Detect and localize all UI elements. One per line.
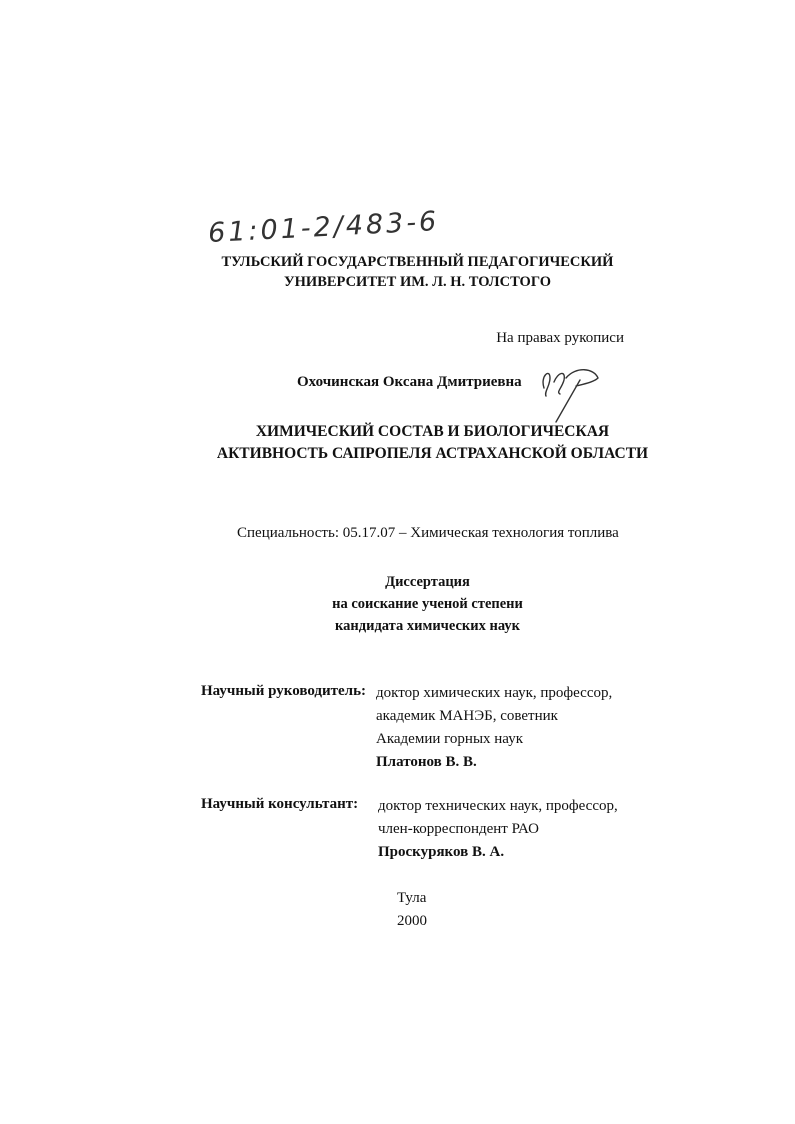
university-line-1: ТУЛЬСКИЙ ГОСУДАРСТВЕННЫЙ ПЕДАГОГИЧЕСКИЙ bbox=[221, 254, 614, 270]
author-name: Охочинская Оксана Дмитриевна bbox=[297, 374, 522, 390]
supervisor-details bbox=[376, 682, 612, 774]
supervisor-name: Платонов В. В. bbox=[376, 754, 477, 770]
year: 2000 bbox=[397, 913, 427, 929]
supervisor-line-2: академик МАНЭБ, советник bbox=[376, 708, 558, 724]
rights-note: На правах рукописи bbox=[496, 330, 624, 346]
dissertation-block bbox=[30, 571, 795, 637]
signature-icon bbox=[536, 356, 606, 426]
dissertation-line-1: Диссертация bbox=[385, 574, 470, 590]
consultant-name: Проскуряков В. А. bbox=[378, 844, 505, 860]
specialty: Специальность: 05.17.07 – Химическая технология топлива bbox=[237, 525, 619, 541]
dissertation-line-3: кандидата химических наук bbox=[335, 618, 520, 634]
university-name bbox=[20, 252, 795, 292]
supervisor-label: Научный руководитель: bbox=[201, 683, 366, 699]
consultant-label: Научный консультант: bbox=[201, 796, 359, 812]
place-and-year bbox=[397, 887, 427, 933]
consultant-line-1: доктор технических наук, профессор, bbox=[378, 798, 618, 814]
consultant-line-2: член-корреспондент РАО bbox=[378, 821, 539, 837]
title-line-1: ХИМИЧЕСКИЙ СОСТАВ И БИОЛОГИЧЕСКАЯ bbox=[255, 423, 610, 440]
title-line-2: АКТИВНОСТЬ САПРОПЕЛЯ АСТРАХАНСКОЙ ОБЛАСТИ bbox=[216, 445, 649, 462]
handwritten-catalog-code: 61:01-2/483-6 bbox=[207, 205, 440, 250]
supervisor-line-3: Академии горных наук bbox=[376, 731, 523, 747]
supervisor-line-1: доктор химических наук, профессор, bbox=[376, 685, 613, 701]
dissertation-title bbox=[35, 421, 795, 465]
dissertation-line-2: на соискание ученой степени bbox=[332, 596, 523, 612]
consultant-details bbox=[378, 795, 618, 864]
university-line-2: УНИВЕРСИТЕТ ИМ. Л. Н. ТОЛСТОГО bbox=[284, 274, 551, 290]
city: Тула bbox=[397, 890, 427, 906]
